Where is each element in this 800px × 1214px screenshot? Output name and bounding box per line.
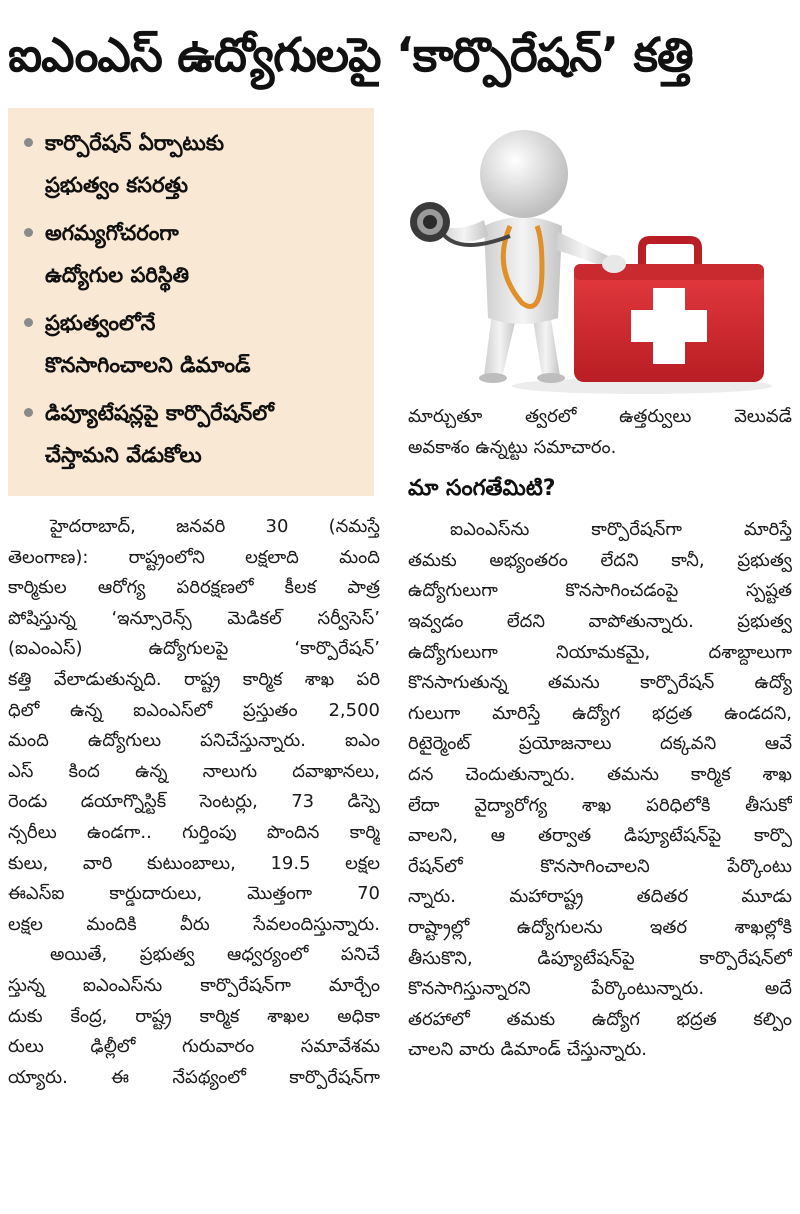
body-line: దన చెందుతున్నారు. తమను కార్మిక శాఖ xyxy=(408,763,792,785)
body-line: య్యారు. ఈ నేపథ్యంలో కార్పొరేషన్‌గా xyxy=(8,1066,380,1088)
highlight-line: ఉద్యోగుల పరిస్థితి xyxy=(45,263,189,287)
body-line: గులుగా మారిస్తే ఉద్యోగ భద్రత ఉండదని, xyxy=(408,702,792,724)
body-line: రెండు డయాగ్నొస్టిక్ సెంటర్లు, 73 డిస్పె xyxy=(8,791,380,813)
body-line: పోషిస్తున్న ‘ఇన్సూరెన్స్ మెడికల్ సర్వీసెస్’ xyxy=(8,607,380,629)
body-line: దుకు కేంద్ర, రాష్ట్ర కార్మిక శాఖల అధికా xyxy=(8,1005,380,1027)
highlight-line: కొనసాగించాలని డిమాండ్ xyxy=(45,353,251,377)
body-line: వాలని, ఆ తర్వాత డిప్యూటేషన్‌పై కార్పొ xyxy=(408,825,792,847)
highlight-item xyxy=(24,392,364,476)
highlight-item xyxy=(24,122,364,206)
body-line: రులు ఢిల్లీలో గురువారం సమావేశమ xyxy=(8,1036,380,1058)
left-column xyxy=(8,512,380,1093)
highlight-item xyxy=(24,302,364,386)
bullet-icon xyxy=(24,318,33,327)
body-line: ఎస్ కింద ఉన్న నాలుగు దవాఖానలు, xyxy=(8,760,380,782)
body-line: ఐఎంఎస్‌ను కార్పొరేషన్‌గా మారిస్తే xyxy=(450,519,792,541)
body-line: ఈఎస్‌ఐ కార్డుదారులు, మొత్తంగా 70 xyxy=(8,883,380,905)
highlight-line: ప్రభుత్వం కసరత్తు xyxy=(45,173,189,197)
body-line: రిటైర్మెంట్ ప్రయోజనాలు దక్కవని ఆవే xyxy=(408,733,792,755)
highlight-text xyxy=(45,212,189,296)
bullet-icon xyxy=(24,408,33,417)
headline: ఐఎంఎస్ ఉద్యోగులపై ‘కార్పొరేషన్’ కత్తి xyxy=(8,28,693,83)
body-line: అయితే, ప్రభుత్వ ఆధ్వర్యంలో పనిచే xyxy=(50,944,380,966)
body-line: ఉద్యోగులుగా నియామకమై, దశాబ్దాలుగా xyxy=(408,641,792,663)
body-line: రాష్ట్రాల్లో ఉద్యోగులను ఇతర శాఖల్లోకి xyxy=(408,916,792,938)
body-line: తరహాలో తమకు ఉద్యోగ భద్రత కల్పిం xyxy=(408,1008,792,1030)
body-line: మార్చుతూ త్వరలో ఉత్తర్వులు వెలువడే xyxy=(408,406,792,427)
highlight-text xyxy=(45,122,224,206)
highlights-box xyxy=(8,108,374,496)
body-line: లేదా వైద్యారోగ్య శాఖ పరిధిలోకి తీసుకో xyxy=(408,794,792,816)
bullet-icon xyxy=(24,138,33,147)
highlight-line: ప్రభుత్వంలోనే xyxy=(45,311,156,335)
body-line: కొనసాగుతున్న తమను కార్పొరేషన్ ఉద్యో xyxy=(408,672,792,694)
body-line: (ఐఎంఎస్) ఉద్యోగులపై ‘కార్పొరేషన్’ xyxy=(8,638,380,660)
bullet-icon xyxy=(24,228,33,237)
body-line: ఇవ్వడం లేదని వాపోతున్నారు. ప్రభుత్వ xyxy=(408,610,792,632)
body-line: తీసుకొని, డిప్యూటేషన్‌పై కార్పొరేషన్‌లో xyxy=(408,947,792,969)
body-line: న్సరీలు ఉండగా.. గుర్తింపు పొందిన కార్మి xyxy=(8,821,380,843)
highlight-text xyxy=(45,302,251,386)
body-line: తెలంగాణ): రాష్ట్రంలోని లక్షలాది మంది xyxy=(8,546,380,568)
body-line: న్నారు. మహారాష్ట్ర తదితర మూడు xyxy=(408,886,792,908)
body-line: రేషన్‌లో కొనసాగించాలని పేర్కొంటు xyxy=(408,855,792,877)
highlight-line: అగమ్యగోచరంగా xyxy=(45,221,179,245)
subheading: మా సంగతేమిటి? xyxy=(408,476,556,502)
body-line: చాలని వారు డిమాండ్ చేస్తున్నారు. xyxy=(408,1039,648,1061)
highlight-item xyxy=(24,212,364,296)
body-line: కులు, వారి కుటుంబాలు, 19.5 లక్షల xyxy=(8,852,380,874)
highlight-line: చేస్తామని వేడుకోలు xyxy=(45,443,202,467)
body-line: తమకు అభ్యంతరం లేదని కానీ, ప్రభుత్వ xyxy=(408,549,792,571)
right-column xyxy=(408,402,792,1066)
highlight-line: కార్పొరేషన్ ఏర్పాటుకు xyxy=(45,131,225,155)
body-line: కార్మికుల ఆరోగ్య పరిరక్షణలో కీలక పాత్ర xyxy=(8,577,380,599)
body-line: హైదరాబాద్, జనవరి 30 (నమస్తే xyxy=(50,516,380,537)
body-line: ధిలో ఉన్న ఐఎంఎస్‌లో ప్రస్తుతం 2,500 xyxy=(8,699,380,721)
highlight-line: డిప్యూటేషన్లపై కార్పొరేషన్‌లో xyxy=(45,401,274,425)
body-line: ఉద్యోగులుగా కొనసాగించడంపై స్పష్టత xyxy=(408,580,792,602)
body-line: మంది ఉద్యోగులు పనిచేస్తున్నారు. ఐఎం xyxy=(8,730,380,752)
body-line: కొనసాగిస్తున్నారని పేర్కొంటున్నారు. అదే xyxy=(408,978,792,1000)
body-line: స్తున్న ఐఎంఎస్‌ను కార్పొరేషన్‌గా మార్చేం xyxy=(8,974,380,996)
body-line: లక్షల మందికి వీరు సేవలందిస్తున్నారు. xyxy=(8,913,380,935)
doctor-figure-icon xyxy=(392,108,792,398)
body-line: అవకాశం ఉన్నట్టు సమాచారం. xyxy=(408,436,617,458)
highlight-text xyxy=(45,392,274,476)
doctor-kit-illustration xyxy=(392,108,792,398)
body-line: కత్తి వేలాడుతున్నది. రాష్ట్ర కార్మిక శాఖ పరి xyxy=(8,668,380,690)
